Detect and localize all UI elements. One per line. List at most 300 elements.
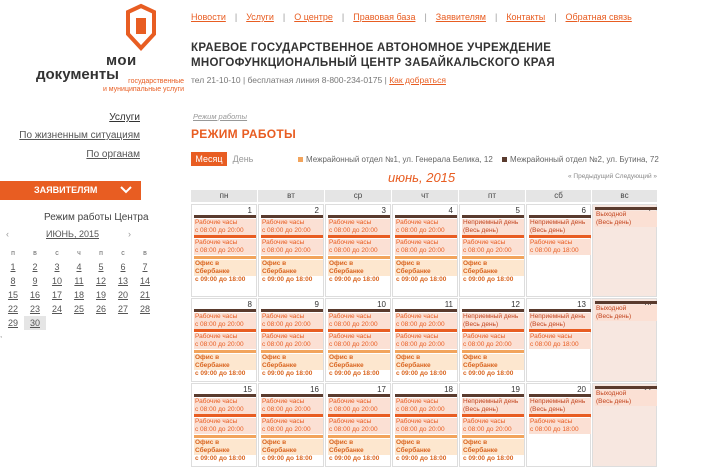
event-color-bar [328, 414, 390, 417]
tab-day[interactable]: День [232, 154, 254, 164]
calendar-event[interactable] [395, 256, 457, 283]
calendar-event[interactable] [462, 350, 524, 377]
event-time: с 08:00 до 20:00 [329, 426, 378, 433]
event-time: с 08:00 до 20:00 [329, 341, 378, 348]
mini-calendar-day[interactable]: 26 [95, 304, 106, 314]
calendar-event[interactable] [462, 329, 524, 349]
calendar-event[interactable] [529, 394, 591, 414]
event-color-bar [462, 235, 524, 238]
event-text [395, 333, 457, 349]
calendar-event[interactable] [395, 435, 457, 462]
event-text [194, 260, 256, 283]
mini-calendar-nav [0, 229, 141, 241]
event-color-bar [194, 350, 256, 353]
calendar-event[interactable] [194, 215, 256, 235]
legend-item-office2[interactable] [502, 155, 659, 164]
event-text [328, 260, 390, 283]
event-title: Рабочие часы [195, 313, 238, 320]
mini-calendar-day[interactable]: 6 [120, 262, 126, 272]
event-text [261, 239, 323, 255]
event-title: Рабочие часы [396, 313, 439, 320]
event-time: с 08:00 до 20:00 [262, 406, 311, 413]
calendar-day-cell[interactable] [592, 204, 657, 297]
event-time: с 08:00 до 20:00 [463, 341, 512, 348]
organization-title-line2: МНОГОФУНКЦИОНАЛЬНЫЙ ЦЕНТР ЗАБАЙКАЛЬСКОГО КРАЯ [191, 57, 555, 69]
event-time: с 08:00 до 20:00 [195, 406, 244, 413]
event-color-bar [261, 350, 323, 353]
sidebar-edge-mark: , [0, 330, 3, 339]
event-color-bar [395, 235, 457, 238]
calendar-day-cell[interactable] [459, 204, 525, 297]
calendar-event[interactable] [462, 309, 524, 329]
event-text [462, 439, 524, 462]
event-text [462, 418, 524, 434]
event-color-bar [462, 309, 524, 312]
nav-link[interactable]: Правовая база [353, 12, 416, 22]
calendar-event[interactable] [328, 350, 390, 377]
event-time: (Весь день) [463, 227, 499, 234]
event-time: (Весь день) [463, 406, 499, 413]
calendar-event[interactable] [328, 256, 390, 283]
mini-calendar-day[interactable]: 4 [76, 262, 82, 272]
event-time: с 09:00 до 18:00 [396, 370, 447, 377]
event-text [194, 439, 256, 462]
calendar-day-cell[interactable] [325, 204, 391, 297]
event-title: Рабочие часы [195, 333, 238, 340]
event-color-bar [529, 329, 591, 332]
event-title: Рабочие часы [262, 239, 305, 246]
event-text [194, 398, 256, 414]
calendar-event[interactable] [462, 215, 524, 235]
event-color-bar [328, 215, 390, 218]
event-time: с 08:00 до 20:00 [396, 341, 445, 348]
event-color-bar [194, 215, 256, 218]
sidebar-link-situations[interactable]: По жизненным ситуациям [19, 130, 140, 141]
mini-calendar-day[interactable]: 18 [73, 290, 84, 300]
mini-calendar-week [2, 260, 156, 274]
calendar-day-number: 3 [381, 206, 386, 215]
mini-calendar-day[interactable]: 29 [7, 318, 18, 328]
month-calendar [191, 190, 657, 467]
calendar-day-number: 13 [577, 300, 586, 309]
calendar-day-cell[interactable] [258, 383, 324, 467]
event-text [328, 333, 390, 349]
calendar-event[interactable] [328, 435, 390, 462]
event-color-bar [529, 309, 591, 312]
mini-calendar-weekday: в [33, 249, 37, 257]
calendar-event[interactable] [328, 394, 390, 414]
event-time: с 08:00 до 20:00 [396, 406, 445, 413]
calendar-event[interactable] [529, 309, 591, 329]
calendar-day-cell[interactable] [392, 204, 458, 297]
calendar-day-number: 9 [314, 300, 319, 309]
calendar-day-cell[interactable] [325, 298, 391, 382]
event-color-bar [395, 256, 457, 259]
calendar-day-number: 5 [515, 206, 520, 215]
calendar-event[interactable] [328, 235, 390, 255]
event-time: с 08:00 до 20:00 [262, 321, 311, 328]
event-text [328, 398, 390, 414]
event-text [328, 439, 390, 462]
mini-calendar-day[interactable]: 17 [51, 290, 62, 300]
event-color-bar [328, 350, 390, 353]
mini-calendar-day[interactable]: 12 [95, 276, 106, 286]
calendar-day-cell[interactable] [526, 204, 591, 297]
event-text [261, 333, 323, 349]
event-time: с 08:00 до 18:00 [530, 426, 579, 433]
event-time: (Весь день) [596, 219, 632, 226]
event-title: Рабочие часы [195, 219, 238, 226]
event-time: с 08:00 до 18:00 [530, 247, 579, 254]
logo-mark-icon [126, 4, 156, 50]
event-text [261, 313, 323, 329]
event-text [462, 398, 524, 414]
calendar-event[interactable] [194, 309, 256, 329]
directions-link[interactable]: Как добраться [389, 75, 446, 85]
mini-calendar-day[interactable]: 22 [7, 304, 18, 314]
event-title: Рабочие часы [396, 398, 439, 405]
event-time: с 08:00 до 20:00 [329, 321, 378, 328]
calendar-event[interactable] [261, 414, 323, 434]
calendar-event[interactable] [395, 329, 457, 349]
event-color-bar [395, 350, 457, 353]
page-title: РЕЖИМ РАБОТЫ [191, 127, 297, 141]
nav-separator: | [341, 12, 345, 22]
event-text [328, 313, 390, 329]
nav-link[interactable]: Новости [191, 12, 226, 22]
event-title: Рабочие часы [396, 219, 439, 226]
calendar-event[interactable] [395, 235, 457, 255]
mini-calendar-day[interactable]: 7 [142, 262, 148, 272]
event-time: с 08:00 до 20:00 [195, 341, 244, 348]
event-color-bar [194, 435, 256, 438]
calendar-day-cell[interactable] [392, 383, 458, 467]
event-text [462, 219, 524, 235]
event-color-bar [328, 435, 390, 438]
mini-calendar-empty [134, 316, 156, 330]
organization-title [191, 41, 555, 71]
event-time: с 08:00 до 20:00 [195, 321, 244, 328]
mini-calendar-day[interactable]: 21 [139, 290, 150, 300]
calendar-event[interactable] [194, 235, 256, 255]
mini-calendar-next-button[interactable]: › [128, 229, 131, 239]
calendar-event[interactable] [462, 414, 524, 434]
calendar-event[interactable] [194, 329, 256, 349]
calendar-event[interactable] [395, 215, 457, 235]
mini-calendar-day[interactable]: 23 [29, 304, 40, 314]
calendar-day-cell[interactable] [258, 204, 324, 297]
mini-calendar-day[interactable]: 11 [74, 276, 84, 286]
phone-info: тел 21-10-10 | бесплатная линия 8-800-234-0175 | [191, 75, 390, 85]
calendar-event[interactable] [462, 394, 524, 414]
event-time: с 08:00 до 20:00 [396, 426, 445, 433]
event-text [395, 439, 457, 462]
mini-calendar-day[interactable]: 5 [98, 262, 104, 272]
event-text [194, 354, 256, 377]
logo-subtitle-line2: и муниципальные услуги [102, 86, 184, 93]
event-title: Офис в Сбербанке [195, 354, 230, 369]
mini-calendar-day[interactable]: 15 [7, 290, 18, 300]
mini-calendar-empty [68, 316, 90, 330]
event-text [462, 354, 524, 377]
event-time: с 09:00 до 18:00 [262, 455, 313, 462]
calendar-day-number: 6 [581, 206, 586, 215]
event-color-bar [462, 329, 524, 332]
top-navigation [191, 12, 632, 22]
event-color-bar [395, 215, 457, 218]
mini-calendar-day[interactable]: 3 [54, 262, 60, 272]
event-text [595, 390, 657, 406]
calendar-day-cell[interactable] [191, 204, 257, 297]
mini-calendar-day[interactable]: 24 [51, 304, 62, 314]
mini-calendar-day[interactable]: 25 [73, 304, 84, 314]
event-time: с 09:00 до 18:00 [195, 455, 246, 462]
event-color-bar [328, 394, 390, 397]
event-title: Офис в Сбербанке [329, 439, 364, 454]
calendar-event[interactable] [595, 207, 657, 227]
mini-calendar-day[interactable]: 16 [29, 290, 40, 300]
event-title: Рабочие часы [262, 313, 305, 320]
applicants-label: ЗАЯВИТЕЛЯМ [34, 185, 98, 195]
calendar-event[interactable] [395, 350, 457, 377]
mini-calendar-day[interactable]: 14 [139, 276, 150, 286]
sidebar-link-organs[interactable]: По органам [86, 149, 140, 160]
event-title: Рабочие часы [329, 398, 372, 405]
event-color-bar [194, 309, 256, 312]
logo[interactable] [36, 4, 184, 94]
mini-calendar-day[interactable]: 27 [117, 304, 128, 314]
calendar-prev-next-nav[interactable]: « Предыдущий Следующий » [568, 173, 658, 180]
event-title: Неприемный день [463, 219, 519, 226]
calendar-day-cell[interactable] [258, 298, 324, 382]
chevron-down-icon [120, 181, 132, 206]
calendar-event[interactable] [462, 435, 524, 462]
calendar-day-number: 16 [310, 385, 319, 394]
calendar-event[interactable] [194, 414, 256, 434]
calendar-event[interactable] [462, 256, 524, 283]
mini-calendar-day[interactable]: 9 [32, 276, 38, 286]
event-time: с 09:00 до 18:00 [329, 370, 380, 377]
calendar-event[interactable] [529, 414, 591, 434]
calendar-event[interactable] [194, 394, 256, 414]
event-color-bar [529, 394, 591, 397]
event-time: с 08:00 до 20:00 [262, 426, 311, 433]
event-time: с 08:00 до 20:00 [396, 321, 445, 328]
event-color-bar [395, 414, 457, 417]
event-color-bar [529, 414, 591, 417]
calendar-event[interactable] [194, 435, 256, 462]
calendar-day-cell[interactable] [526, 298, 591, 382]
mini-calendar-day[interactable]: 20 [117, 290, 128, 300]
logo-text-line1: мои [106, 52, 137, 69]
applicants-menu-button[interactable] [0, 181, 141, 200]
event-time: (Весь день) [530, 321, 566, 328]
calendar-event[interactable] [261, 256, 323, 283]
event-color-bar [395, 329, 457, 332]
event-color-bar [462, 414, 524, 417]
event-title: Офис в Сбербанке [463, 354, 498, 369]
event-time: (Весь день) [596, 313, 632, 320]
breadcrumb[interactable]: Режим работы [193, 112, 248, 121]
calendar-event[interactable] [261, 394, 323, 414]
calendar-event[interactable] [261, 215, 323, 235]
nav-link[interactable]: Обратная связь [565, 12, 632, 22]
event-title: Рабочие часы [396, 239, 439, 246]
mini-calendar-weekday: с [121, 249, 125, 257]
mini-calendar-empty [46, 316, 68, 330]
mini-calendar-day[interactable]: 8 [10, 276, 16, 286]
calendar-day-number: 18 [444, 385, 453, 394]
calendar-event[interactable] [261, 309, 323, 329]
event-title: Рабочие часы [530, 418, 573, 425]
calendar-day-number: 17 [377, 385, 386, 394]
calendar-event[interactable] [395, 414, 457, 434]
calendar-event[interactable] [529, 235, 591, 255]
event-time: с 08:00 до 20:00 [329, 227, 378, 234]
calendar-event[interactable] [261, 435, 323, 462]
calendar-day-number: 12 [511, 300, 520, 309]
event-title: Офис в Сбербанке [262, 260, 297, 275]
event-text [261, 439, 323, 462]
calendar-event[interactable] [194, 256, 256, 283]
calendar-day-number: 11 [444, 300, 453, 309]
event-time: с 09:00 до 18:00 [262, 370, 313, 377]
nav-separator: | [424, 12, 427, 22]
event-color-bar [261, 235, 323, 238]
legend-item-office1[interactable] [298, 155, 493, 164]
calendar-event[interactable] [261, 235, 323, 255]
mini-calendar-day[interactable]: 2 [32, 262, 38, 272]
nav-link[interactable]: О центре [294, 12, 333, 22]
event-color-bar [194, 256, 256, 259]
event-text [261, 418, 323, 434]
mini-calendar-week [2, 274, 156, 288]
event-title: Офис в Сбербанке [463, 439, 498, 454]
event-color-bar [194, 329, 256, 332]
event-color-bar [395, 435, 457, 438]
event-time: (Весь день) [530, 406, 566, 413]
event-color-bar [328, 256, 390, 259]
event-title: Рабочие часы [329, 239, 372, 246]
event-time: (Весь день) [596, 398, 632, 405]
calendar-event[interactable] [462, 235, 524, 255]
calendar-day-cell[interactable] [459, 383, 525, 467]
event-time: с 09:00 до 18:00 [396, 276, 447, 283]
event-text [595, 211, 657, 227]
event-time: (Весь день) [463, 321, 499, 328]
mini-calendar-day[interactable]: 30 [24, 316, 46, 330]
mini-calendar-weekday: в [143, 249, 147, 257]
event-text [395, 398, 457, 414]
calendar-day-cell[interactable] [592, 298, 657, 382]
event-title: Офис в Сбербанке [262, 439, 297, 454]
nav-link[interactable]: Услуги [246, 12, 274, 22]
nav-link[interactable]: Контакты [506, 12, 546, 22]
calendar-event[interactable] [395, 309, 457, 329]
event-text [261, 260, 323, 283]
event-time: с 09:00 до 18:00 [329, 276, 380, 283]
calendar-day-number: 1 [247, 206, 252, 215]
calendar-day-cell[interactable] [325, 383, 391, 467]
calendar-event[interactable] [261, 350, 323, 377]
calendar-day-cell[interactable] [392, 298, 458, 382]
mini-calendar-prev-button[interactable]: ‹ [6, 229, 9, 239]
event-color-bar [595, 386, 657, 389]
mini-calendar-day[interactable]: 19 [95, 290, 106, 300]
event-text [462, 333, 524, 349]
logo-text-line2: документы [36, 66, 119, 83]
event-color-bar [194, 394, 256, 397]
calendar-weekday-header: пн [191, 190, 257, 202]
event-time: с 08:00 до 20:00 [262, 341, 311, 348]
event-title: Рабочие часы [329, 313, 372, 320]
event-text [529, 313, 591, 329]
calendar-event[interactable] [595, 386, 657, 406]
event-title: Офис в Сбербанке [195, 439, 230, 454]
organization-title-line1: КРАЕВОЕ ГОСУДАРСТВЕННОЕ АВТОНОМНОЕ УЧРЕЖДЕНИЕ [191, 42, 552, 54]
calendar-weekday-header: вт [258, 190, 324, 202]
event-title: Рабочие часы [262, 219, 305, 226]
sidebar-link-services[interactable]: Услуги [109, 112, 140, 123]
calendar-day-cell[interactable] [191, 298, 257, 382]
event-text [194, 239, 256, 255]
event-time: с 08:00 до 20:00 [463, 426, 512, 433]
calendar-event[interactable] [328, 414, 390, 434]
event-time: с 08:00 до 20:00 [195, 247, 244, 254]
calendar-event[interactable] [261, 329, 323, 349]
event-color-bar [261, 394, 323, 397]
mini-calendar-day[interactable]: 13 [117, 276, 128, 286]
calendar-event[interactable] [595, 301, 657, 321]
event-text [261, 354, 323, 377]
mini-calendar-day[interactable]: 10 [51, 276, 62, 286]
calendar-event[interactable] [328, 329, 390, 349]
calendar-event[interactable] [529, 329, 591, 349]
event-color-bar [328, 309, 390, 312]
mini-calendar-weekday: с [55, 249, 59, 257]
calendar-event[interactable] [194, 350, 256, 377]
event-text [194, 313, 256, 329]
event-color-bar [462, 435, 524, 438]
event-title: Рабочие часы [262, 333, 305, 340]
calendar-event[interactable] [328, 309, 390, 329]
mini-calendar [2, 246, 156, 330]
event-time: с 08:00 до 20:00 [262, 227, 311, 234]
event-color-bar [261, 256, 323, 259]
event-time: с 09:00 до 18:00 [195, 276, 246, 283]
event-text [328, 418, 390, 434]
legend-swatch [502, 157, 507, 162]
calendar-day-cell[interactable] [592, 383, 657, 467]
tab-month[interactable]: Месяц [191, 152, 227, 166]
event-text [261, 219, 323, 235]
calendar-event[interactable] [328, 215, 390, 235]
calendar-day-number: 10 [377, 300, 386, 309]
event-color-bar [261, 329, 323, 332]
event-color-bar [395, 394, 457, 397]
calendar-event[interactable] [529, 215, 591, 235]
calendar-day-cell[interactable] [459, 298, 525, 382]
calendar-event[interactable] [395, 394, 457, 414]
calendar-day-cell[interactable] [526, 383, 591, 467]
nav-link[interactable]: Заявителям [435, 12, 486, 22]
event-color-bar [529, 235, 591, 238]
calendar-day-cell[interactable] [191, 383, 257, 467]
mini-calendar-weekday: п [99, 249, 103, 257]
event-title: Рабочие часы [530, 239, 573, 246]
mini-calendar-day[interactable]: 28 [139, 304, 150, 314]
mini-calendar-day[interactable]: 1 [10, 262, 16, 272]
